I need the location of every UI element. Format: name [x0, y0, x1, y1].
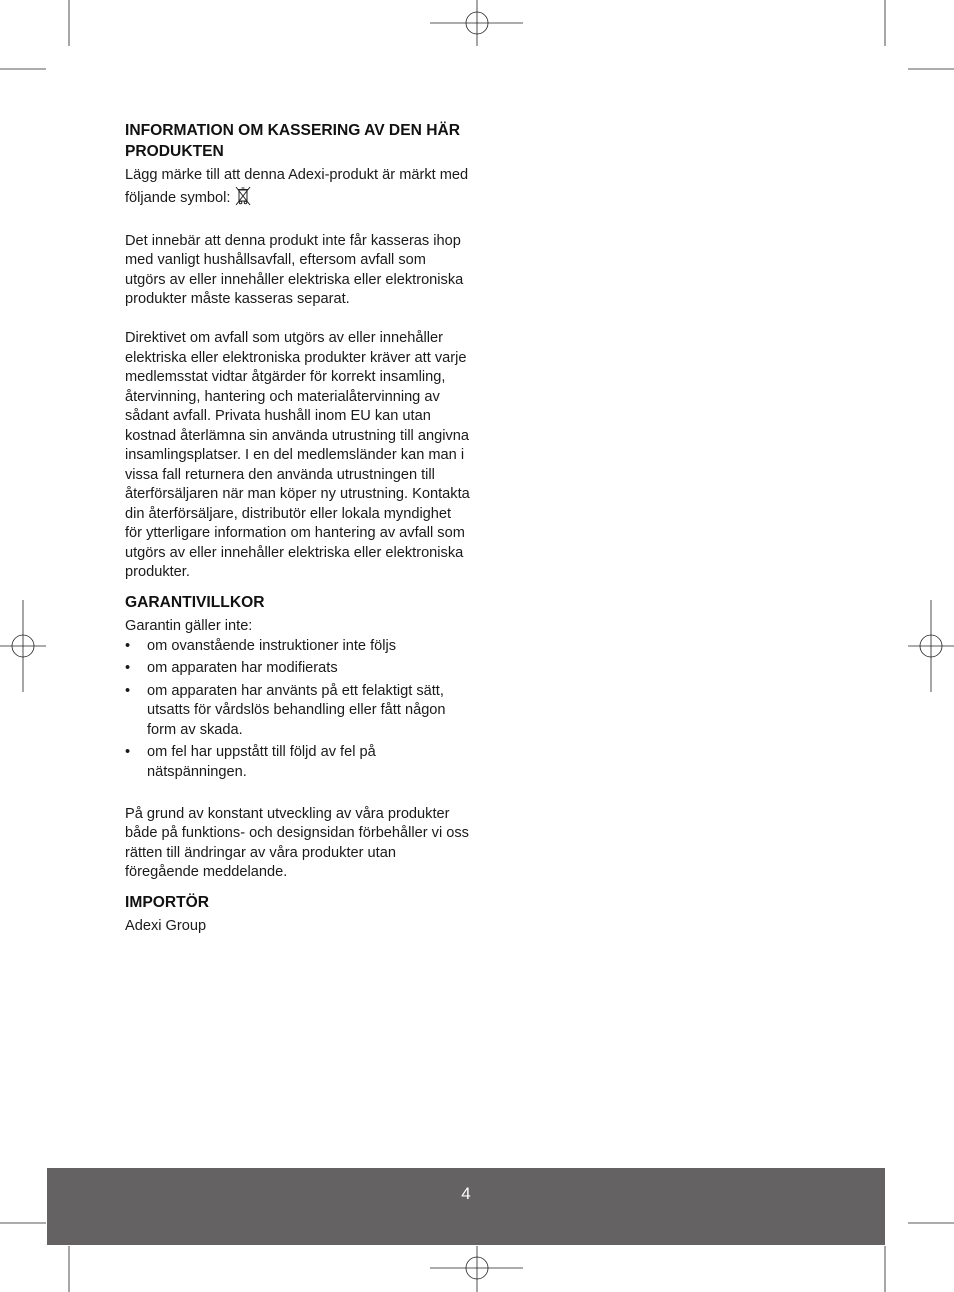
disposal-paragraph-2: Direktivet om avfall som utgörs av eller innehåller elektriska eller elektroniska produkter kräver att varje medlemsstat vidtar åtgärder för korrekt insamling, återvinning, hantering och materialåtervinning av sådant avfall. Privata hushåll inom EU kan utan kostnad återlämna sin använda utrustning till angivna insamlingsplatser. I en del medlemsländer kan man i vissa fall returnera den använda utrustningen till återförsäljaren när man köper ny utrustning. Kontakta din återförsäljare, distributör eller lokala myndighet för ytterligare information om hantering av avfall som utgörs av eller innehåller elektriska eller elektroniska produkter.: [125, 330, 470, 580]
disposal-intro-text: Lägg märke till att denna Adexi-produkt är märkt med följande symbol:: [125, 167, 469, 206]
disposal-section: [125, 121, 470, 583]
crossed-out-wheelie-bin-icon: [234, 186, 252, 213]
importer-name: Adexi Group: [125, 918, 207, 934]
importer-heading: IMPORTÖR: [125, 893, 210, 911]
registration-mark-bottom: [430, 1246, 523, 1292]
registration-mark-left: [0, 600, 46, 692]
page-number: 4: [461, 1184, 471, 1203]
list-item: • om apparaten har använts på ett felaktigt sätt, utsatts för vårdslös behandling eller fått någon form av skada.: [125, 682, 470, 741]
list-item: • om ovanstående instruktioner inte följs: [125, 637, 470, 657]
disposal-heading: INFORMATION OM KASSERING AV DEN HÄR PRODUKTEN: [125, 122, 460, 160]
registration-mark-top: [430, 0, 523, 46]
list-item: • om apparaten har modifierats: [125, 659, 470, 679]
warranty-heading: GARANTIVILLKOR: [125, 593, 265, 611]
footer-bar: [47, 1168, 885, 1245]
warranty-closing: På grund av konstant utveckling av våra produkter både på funktions- och designsidan förbehåller vi oss rätten till ändringar av våra produkter utan föregående meddelande.: [125, 805, 469, 880]
warranty-list: [125, 637, 470, 783]
list-item: • om fel har uppstått till följd av fel på nätspänningen.: [125, 743, 470, 782]
importer-section: [125, 893, 470, 937]
registration-mark-right: [908, 600, 954, 692]
disposal-intro: [125, 166, 470, 212]
warranty-section: [125, 593, 470, 883]
disposal-paragraph-1: Det innebär att denna produkt inte får kasseras ihop med vanligt hushållsavfall, eftersom avfall som utgörs av eller innehåller elektriska eller elektroniska produkter måste kasseras separat.: [125, 232, 464, 307]
main-content: [125, 121, 470, 937]
warranty-intro: Garantin gäller inte:: [125, 618, 253, 634]
